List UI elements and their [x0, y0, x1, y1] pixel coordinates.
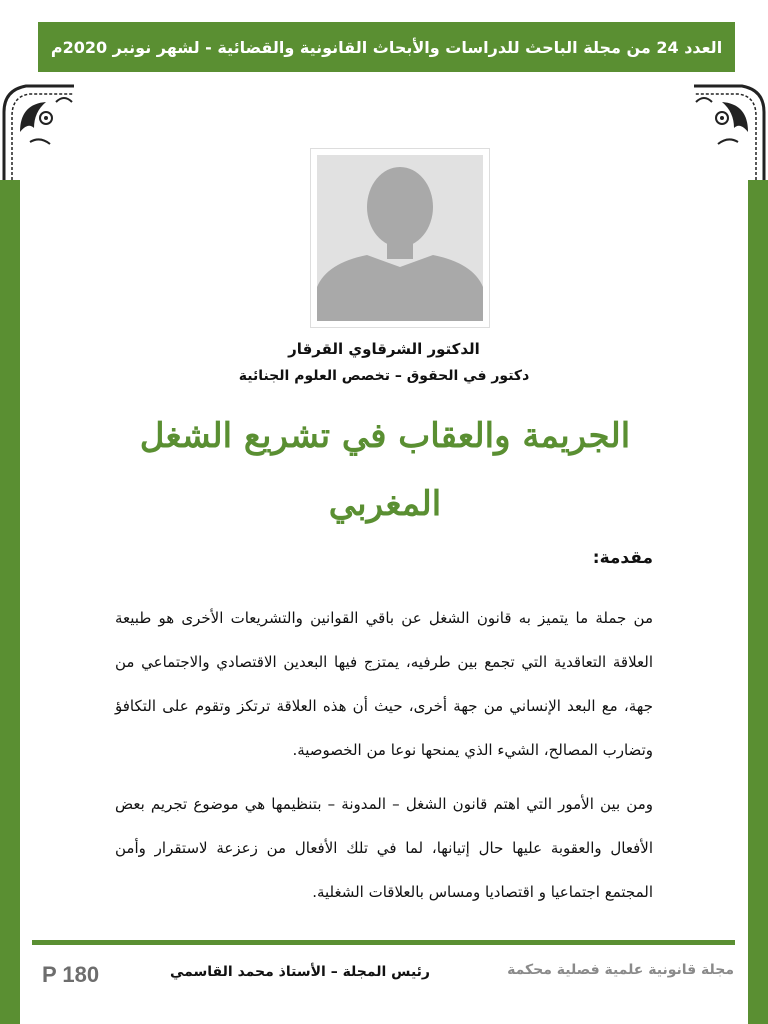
- footer-journal-name: مجلة قانونية علمية فصلية محكمة: [507, 962, 734, 978]
- left-border-bar: [0, 180, 20, 1024]
- article-title: الجريمة والعقاب في تشريع الشغل المغربي: [139, 416, 631, 524]
- header-issue-bar: [38, 22, 735, 72]
- paragraph: ومن بين الأمور التي اهتم قانون الشغل – المدونة – بتنظيمها هي موضوع تجريم بعض الأفعال والعقوبة عليها حال إتيانها، لما في تلك الأفعال من زعزعة لاستقرار وأمن المجتمع اجتماعيا و اقتصاديا ومساس بالعلاقات الشغلية.: [115, 795, 653, 901]
- author-photo: [310, 148, 490, 328]
- author-name: الدكتور الشرقاوي القرقار: [288, 340, 480, 358]
- intro-heading: مقدمة:: [592, 548, 653, 568]
- page-number: P 180: [42, 962, 100, 987]
- footer-editor: رئيس المجلة – الأستاذ محمد القاسمي: [169, 964, 430, 980]
- right-border-bar: [748, 180, 768, 1024]
- author-title: دكتور في الحقوق – تخصص العلوم الجنائية: [238, 368, 530, 384]
- person-silhouette-icon: [317, 155, 483, 321]
- arabesque-ornament-icon: [690, 72, 768, 182]
- paragraph: من جملة ما يتميز به قانون الشغل عن باقي القوانين والتشريعات الأخرى هو طبيعة العلاقة التعاقدية التي تجمع بين طرفيه، يمتزج فيها البعدين الاقتصادي والاجتماعي من جهة، مع البعد الإنساني من جهة أخرى، حيث أن هذه العلاقة ترتكز وتقوم على التكافؤ وتضارب المصالح، الشيء الذي يمنحها نوعا من الخصوصية.: [115, 609, 653, 759]
- footer-divider: [32, 940, 735, 945]
- arabesque-ornament-icon: [0, 72, 78, 182]
- header-issue-text: العدد 24 من مجلة الباحث للدراسات والأبحاث القانونية والقضائية - لشهر نونبر 2020م: [50, 37, 723, 57]
